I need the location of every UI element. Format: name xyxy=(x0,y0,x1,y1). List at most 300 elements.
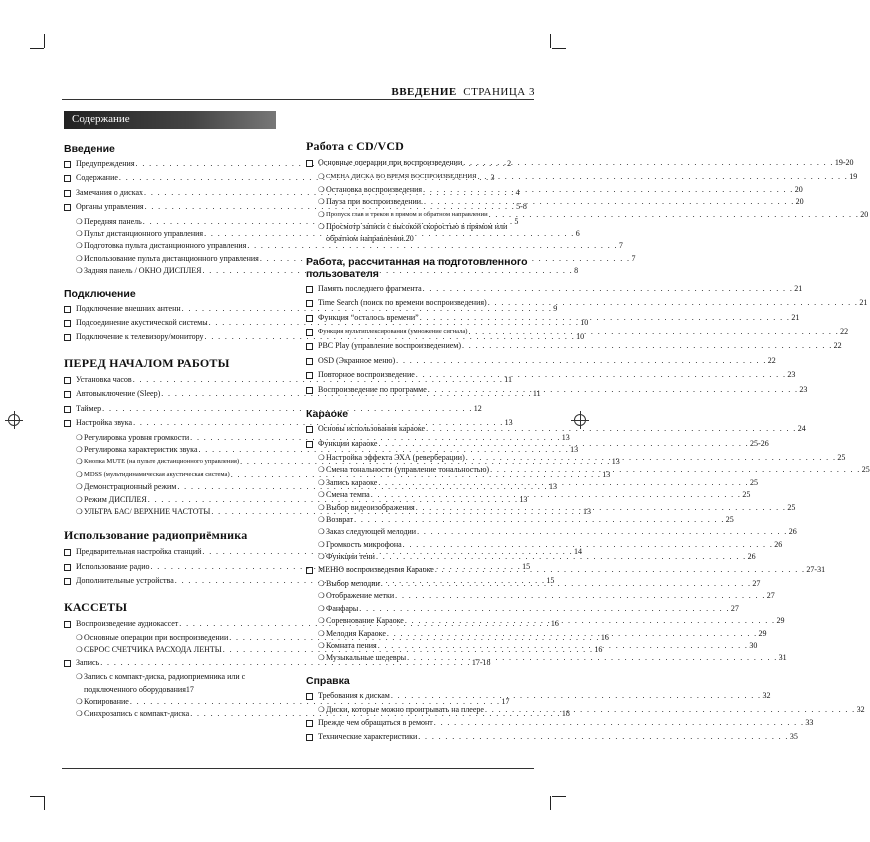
leader-dots xyxy=(488,297,859,309)
entry-text: Основные операции при воспроизведении xyxy=(84,632,229,642)
entry-text: СМЕНА ДИСКА ВО ВРЕМЯ ВОСПРОИЗВЕДЕНИЯ xyxy=(326,173,477,181)
checkbox-bullet-icon xyxy=(64,561,76,575)
checkbox-bullet-icon xyxy=(64,546,76,560)
entry-page: 16 xyxy=(594,645,603,655)
entry-page: 22 xyxy=(833,341,842,351)
circle-bullet-icon: ❍ xyxy=(76,645,83,655)
entry-page: 27 xyxy=(730,603,739,613)
header-rule xyxy=(62,99,534,100)
entry-page: 11 xyxy=(532,389,541,399)
leader-dots xyxy=(391,690,762,702)
entry-text-continued: подключенного оборудования xyxy=(84,684,186,694)
entry-page: 17 xyxy=(185,684,194,694)
checkbox-bullet-icon xyxy=(64,403,76,417)
entry-text: Замечания о дисках xyxy=(76,187,144,197)
leader-dots xyxy=(407,652,778,664)
leader-dots xyxy=(463,157,834,169)
entry-text: Воспроизведение аудиокассет xyxy=(76,618,179,628)
entry-page: 21 xyxy=(794,283,803,293)
checkbox-bullet-icon xyxy=(306,369,318,383)
toc-entry xyxy=(306,283,803,297)
circle-bullet-icon: ❍ xyxy=(318,603,325,613)
entry-page: 25-26 xyxy=(750,438,769,448)
entry-text: МЕНЮ воспроизведения Караоке xyxy=(318,564,434,574)
circle-bullet-icon: ❍ xyxy=(318,465,325,475)
header-section: ВВЕДЕНИЕ xyxy=(391,86,457,98)
checkbox-bullet-icon xyxy=(64,331,76,345)
entry-page: 12 xyxy=(473,403,482,413)
section-title: Работа с CD/VCD xyxy=(306,139,405,153)
entry-text: Использование радио xyxy=(76,561,150,571)
toc-entry xyxy=(306,157,854,171)
leader-dots xyxy=(381,578,752,590)
toc-entry xyxy=(64,240,623,252)
entry-page: 5 xyxy=(514,216,519,226)
entry-page: 31 xyxy=(778,653,787,663)
entry-page: 3 xyxy=(490,173,495,183)
entry-page: 13 xyxy=(561,432,570,442)
entry-text: Настройка эффекта ЭХА (реверберации) xyxy=(326,452,465,462)
entry-text: Прежде чем обращаться в ремонт xyxy=(318,717,433,727)
entry-text: Настройка звука xyxy=(76,418,133,428)
circle-bullet-icon: ❍ xyxy=(318,514,325,524)
entry-text: Комната пения xyxy=(326,641,377,650)
toc-entry xyxy=(306,603,739,615)
entry-text: Подсоединение акустической системы xyxy=(76,318,208,328)
entry-page: 5-8 xyxy=(516,202,527,212)
toc-entry-continued xyxy=(306,233,530,245)
entry-text: Повторное воспроизведение xyxy=(318,370,415,380)
entry-text: Фанфары xyxy=(326,603,359,613)
entry-page: 27 xyxy=(766,591,775,601)
entry-text: Функция “осталось времени” xyxy=(318,312,419,322)
entry-text: Синхрозапись с компакт-диска xyxy=(84,709,190,719)
entry-page: 13 xyxy=(519,494,528,504)
entry-text: Подготовка пульта дистанционного управления xyxy=(84,241,247,251)
entry-page: 13 xyxy=(582,506,591,516)
entry-page: 22 xyxy=(840,327,849,337)
circle-bullet-icon: ❍ xyxy=(318,591,325,601)
toc-entry xyxy=(64,444,579,456)
entry-page: 29 xyxy=(758,628,767,638)
circle-bullet-icon: ❍ xyxy=(76,432,83,442)
entry-text: Технические характеристики xyxy=(318,732,418,742)
toc-entry xyxy=(306,297,868,311)
entry-text: Функция мультиплексирования (умножение сигнала) xyxy=(318,328,468,336)
entry-page: 13 xyxy=(570,444,579,454)
entry-page: 27 xyxy=(752,578,761,588)
circle-bullet-icon: ❍ xyxy=(318,527,325,537)
entry-page: 25 xyxy=(725,514,734,524)
circle-bullet-icon: ❍ xyxy=(76,241,83,251)
entry-page: 13 xyxy=(548,482,557,492)
section-title: Подключение xyxy=(64,287,136,300)
circle-bullet-icon: ❍ xyxy=(318,641,325,650)
entry-page: 18 xyxy=(561,709,570,719)
entry-page: 7 xyxy=(618,241,623,251)
checkbox-bullet-icon xyxy=(306,717,318,731)
toc-entry xyxy=(306,355,776,369)
entry-text: PBC Play (управление воспроизведением) xyxy=(318,341,461,351)
circle-bullet-icon: ❍ xyxy=(76,266,83,276)
toc-entry xyxy=(306,489,751,501)
section-title: ПЕРЕД НАЧАЛОМ РАБОТЫ xyxy=(64,355,230,370)
crop-mark xyxy=(550,34,551,48)
entry-page: 32 xyxy=(856,705,865,715)
checkbox-bullet-icon xyxy=(306,355,318,369)
entry-text: Органы управления xyxy=(76,202,144,212)
section-title: Караоке xyxy=(306,408,349,421)
checkbox-bullet-icon xyxy=(64,201,76,215)
leader-dots xyxy=(395,590,766,602)
toc-entry xyxy=(306,717,814,731)
leader-dots xyxy=(378,438,749,450)
section-title: Введение xyxy=(64,143,115,155)
section-title: КАССЕТЫ xyxy=(64,599,128,614)
entry-page: 15 xyxy=(546,576,555,586)
circle-bullet-icon: ❍ xyxy=(318,539,325,549)
circle-bullet-icon: ❍ xyxy=(318,653,325,663)
leader-dots xyxy=(426,423,797,435)
entry-text: Соревнование Караоке xyxy=(326,616,404,626)
crop-mark xyxy=(30,48,44,49)
toc-section xyxy=(306,139,869,246)
circle-bullet-icon: ❍ xyxy=(76,216,83,226)
entry-page: 26 xyxy=(774,539,783,549)
entry-text: Пауза при воспроизведении. xyxy=(326,197,424,207)
toc-entry xyxy=(306,221,530,233)
leader-dots xyxy=(434,717,805,729)
entry-text: Просмотр записи с высокой скоростью в прямом или xyxy=(326,222,508,232)
entry-text: Регулировка характеристик звука xyxy=(84,444,198,454)
section-title: Работа, рассчитанная на подготовленного пользователя xyxy=(306,255,528,280)
entry-text: Предварительная настройка станций xyxy=(76,547,202,557)
leader-dots xyxy=(403,539,774,551)
toc-entry xyxy=(306,196,804,208)
circle-bullet-icon: ❍ xyxy=(76,253,83,263)
footer-rule xyxy=(62,768,534,769)
entry-text: Музыкальные шедевры xyxy=(326,653,407,663)
entry-page: 25 xyxy=(749,477,758,487)
entry-page: 9 xyxy=(553,303,558,313)
registration-mark xyxy=(8,414,20,426)
entry-text: Запись с компакт-диска, радиоприемника или с xyxy=(84,672,246,682)
leader-dots xyxy=(489,209,860,221)
toc-entry xyxy=(306,209,869,221)
entry-text: Использование пульта дистанционного управления xyxy=(84,253,259,263)
leader-dots xyxy=(378,640,749,652)
entry-page: 16 xyxy=(550,618,559,628)
leader-dots xyxy=(424,196,795,208)
entry-page: 20 xyxy=(860,209,869,219)
entry-page: 29 xyxy=(776,616,785,626)
entry-text: Мелодия Караоке xyxy=(326,628,386,638)
toc-entry-continued xyxy=(64,684,288,696)
toc-entry xyxy=(306,184,803,196)
crop-mark xyxy=(552,796,566,797)
entry-page: 21 xyxy=(791,312,800,322)
leader-dots xyxy=(420,312,791,324)
entry-text: Возврат xyxy=(326,514,354,524)
toc-entry xyxy=(64,696,510,708)
entry-page: 14 xyxy=(574,547,582,557)
leader-dots xyxy=(405,615,776,627)
checkbox-bullet-icon xyxy=(306,731,318,745)
entry-page: 23 xyxy=(787,370,796,380)
entry-page: 7 xyxy=(631,253,636,263)
leader-dots xyxy=(416,502,787,514)
section-title: Использование радиоприёмника xyxy=(64,528,248,543)
crop-mark xyxy=(550,796,551,810)
checkbox-bullet-icon xyxy=(64,303,76,317)
entry-text: Основные операции при воспроизведении xyxy=(318,158,463,167)
leader-dots xyxy=(469,326,840,338)
leader-dots xyxy=(423,184,794,196)
circle-bullet-icon: ❍ xyxy=(318,172,325,182)
entry-page: 6 xyxy=(575,229,580,239)
checkbox-bullet-icon xyxy=(64,172,76,186)
toc-entry xyxy=(64,671,288,683)
entry-page: 17-18 xyxy=(471,657,491,667)
entry-text: Пульт дистанционного управления xyxy=(84,229,204,239)
entry-page: 13 xyxy=(602,469,611,479)
entry-page: 26 xyxy=(788,527,797,537)
checkbox-bullet-icon xyxy=(64,575,76,589)
entry-page: 20 xyxy=(405,234,414,244)
leader-dots xyxy=(378,477,749,489)
entry-text: Смена тональности (управление тональностью) xyxy=(326,465,490,475)
checkbox-bullet-icon xyxy=(306,564,318,578)
entry-page: 13 xyxy=(504,418,513,428)
section-title: Справка xyxy=(306,674,350,687)
entry-text: Автовыключение (Sleep) xyxy=(76,389,161,399)
circle-bullet-icon: ❍ xyxy=(76,632,83,642)
circle-bullet-icon: ❍ xyxy=(76,482,83,492)
checkbox-bullet-icon xyxy=(306,340,318,354)
entry-page: 16 xyxy=(600,632,609,642)
checkbox-bullet-icon xyxy=(64,187,76,201)
checkbox-bullet-icon xyxy=(64,317,76,331)
entry-text: Подключение к телевизору/монитору xyxy=(76,332,204,342)
entry-page: 22 xyxy=(767,355,776,365)
leader-dots xyxy=(354,514,725,526)
circle-bullet-icon: ❍ xyxy=(318,209,325,219)
entry-text: Копирование xyxy=(84,697,129,706)
entry-page: 20 xyxy=(795,197,804,207)
entry-text-continued: обратном направлении. xyxy=(326,234,406,244)
entry-page: 21 xyxy=(859,298,868,308)
leader-dots xyxy=(359,603,730,615)
leader-dots xyxy=(416,369,787,381)
entry-page: 2 xyxy=(507,159,512,168)
checkbox-bullet-icon xyxy=(306,283,318,297)
entry-page: 15 xyxy=(522,561,531,571)
checkbox-bullet-icon xyxy=(306,690,318,704)
toc-entry xyxy=(306,340,842,354)
toc-entry xyxy=(306,369,796,383)
checkbox-bullet-icon xyxy=(64,657,76,671)
entry-page: 10 xyxy=(576,332,585,342)
toc-entry xyxy=(306,564,826,578)
toc-entry xyxy=(306,171,858,183)
leader-dots xyxy=(396,355,767,367)
toc-entry xyxy=(306,690,771,704)
toc-banner xyxy=(64,111,276,129)
entry-page: 20 xyxy=(794,184,803,194)
entry-text: Смена темпа xyxy=(326,490,370,500)
leader-dots xyxy=(462,340,833,352)
circle-bullet-icon: ❍ xyxy=(318,552,325,562)
crop-mark xyxy=(552,48,566,49)
circle-bullet-icon: ❍ xyxy=(76,494,83,504)
circle-bullet-icon: ❍ xyxy=(318,490,325,500)
crop-mark xyxy=(30,796,44,797)
circle-bullet-icon: ❍ xyxy=(318,616,325,626)
entry-text: Функции караоке xyxy=(318,438,378,448)
entry-text: Таймер xyxy=(76,403,102,413)
entry-text: Основы использования караоке xyxy=(318,424,426,434)
checkbox-bullet-icon xyxy=(306,312,318,326)
entry-text: УЛЬТРА БАС/ ВЕРХНИЕ ЧАСТОТЫ xyxy=(84,506,211,516)
checkbox-bullet-icon xyxy=(306,157,318,171)
circle-bullet-icon: ❍ xyxy=(76,469,83,479)
circle-bullet-icon: ❍ xyxy=(318,628,325,638)
checkbox-bullet-icon xyxy=(306,384,318,398)
entry-page: 35 xyxy=(789,732,798,742)
entry-page: 11 xyxy=(504,374,512,384)
checkbox-bullet-icon xyxy=(306,297,318,311)
toc-title: Содержание xyxy=(72,113,130,125)
entry-text: Требования к дискам xyxy=(318,690,390,700)
circle-bullet-icon: ❍ xyxy=(318,578,325,588)
circle-bullet-icon: ❍ xyxy=(76,444,83,454)
toc-entry xyxy=(64,253,636,265)
checkbox-bullet-icon xyxy=(64,417,76,431)
page-header xyxy=(391,86,535,98)
entry-text: Кнопка MUTE (на пульте дистанционного управления) xyxy=(84,458,240,466)
entry-page: 25 xyxy=(837,452,846,462)
leader-dots xyxy=(376,551,747,563)
toc-entry xyxy=(306,731,798,745)
leader-dots xyxy=(478,171,849,183)
checkbox-bullet-icon xyxy=(306,326,318,340)
header-page: СТРАНИЦА 3 xyxy=(463,86,535,98)
toc-entry xyxy=(64,265,579,277)
entry-text: Запись xyxy=(76,657,100,667)
entry-text: Остановка воспроизведения xyxy=(326,184,423,194)
checkbox-bullet-icon xyxy=(64,374,76,388)
circle-bullet-icon: ❍ xyxy=(318,184,325,194)
entry-text: Память последнего фрагмента xyxy=(318,283,422,293)
crop-mark xyxy=(44,34,45,48)
entry-text: Дополнительные устройства xyxy=(76,576,174,586)
entry-text: Передняя панель xyxy=(84,216,142,226)
entry-page: 17 xyxy=(501,697,510,706)
entry-text: Воспроизведение по программе xyxy=(318,384,427,394)
entry-page: 30 xyxy=(749,641,758,650)
entry-page: 33 xyxy=(805,717,814,727)
entry-text: Выбор видеоизображения xyxy=(326,502,415,512)
circle-bullet-icon: ❍ xyxy=(318,197,325,207)
entry-page: 8 xyxy=(574,266,579,276)
entry-text: Функции тени xyxy=(326,552,375,562)
entry-text: Подключение внешних антенн xyxy=(76,303,181,313)
checkbox-bullet-icon xyxy=(64,388,76,402)
entry-page: 13 xyxy=(611,457,620,467)
entry-text: Time Search (поиск по времени воспроизведения) xyxy=(318,298,487,308)
checkbox-bullet-icon xyxy=(306,423,318,437)
leader-dots xyxy=(418,731,789,743)
leader-dots xyxy=(435,564,806,576)
circle-bullet-icon: ❍ xyxy=(76,697,83,706)
leader-dots xyxy=(466,452,837,464)
entry-page: 19 xyxy=(849,172,858,182)
toc-entry xyxy=(306,590,775,602)
entry-text: MDSS (мультидинамическая акустическая система) xyxy=(84,470,230,478)
entry-page: 25 xyxy=(787,502,796,512)
leader-dots xyxy=(485,704,856,716)
entry-page: 24 xyxy=(797,424,806,434)
entry-text: Заказ следующей мелодии xyxy=(326,527,417,537)
toc-entry xyxy=(306,514,734,526)
leader-dots xyxy=(423,283,794,295)
circle-bullet-icon: ❍ xyxy=(318,477,325,487)
entry-page: 4 xyxy=(515,187,520,197)
entry-text: Выбор мелодии xyxy=(326,578,380,588)
entry-text: Содержание xyxy=(76,173,118,183)
entry-text: OSD (Экранное меню) xyxy=(318,355,396,365)
circle-bullet-icon: ❍ xyxy=(76,457,83,467)
entry-page: 10 xyxy=(580,318,589,328)
checkbox-bullet-icon xyxy=(64,158,76,172)
entry-page: 27-31 xyxy=(806,564,826,574)
entry-page: 25 xyxy=(861,465,870,475)
entry-text: Задняя панель / ОКНО ДИСПЛЕЯ xyxy=(84,266,202,276)
entry-page: 26 xyxy=(747,552,756,562)
entry-text: СБРОС СЧЕТЧИКА РАСХОДА ЛЕНТЫ xyxy=(84,645,222,655)
leader-dots xyxy=(371,489,742,501)
circle-bullet-icon: ❍ xyxy=(76,672,83,682)
checkbox-bullet-icon xyxy=(64,618,76,632)
entry-text: Громкость микрофона xyxy=(326,539,402,549)
entry-text: Регулировка уровня громкости xyxy=(84,432,190,442)
circle-bullet-icon: ❍ xyxy=(76,709,83,719)
crop-mark xyxy=(44,796,45,810)
circle-bullet-icon: ❍ xyxy=(318,502,325,512)
entry-text: Пропуск глав и треков в прямом и обратном направлении xyxy=(326,210,488,218)
leader-dots xyxy=(387,628,758,640)
entry-text: Предупреждения xyxy=(76,159,135,168)
circle-bullet-icon: ❍ xyxy=(318,222,325,232)
leader-dots xyxy=(428,384,799,396)
circle-bullet-icon: ❍ xyxy=(76,229,83,239)
toc-entry xyxy=(306,526,797,538)
leader-dots xyxy=(490,464,861,476)
entry-page: 25 xyxy=(742,490,751,500)
entry-text: Демонстрационный режим xyxy=(84,482,177,492)
leader-dots xyxy=(417,526,788,538)
toc-entry xyxy=(306,652,787,664)
entry-page: 19-20 xyxy=(834,158,854,167)
circle-bullet-icon: ❍ xyxy=(318,452,325,462)
circle-bullet-icon: ❍ xyxy=(318,705,325,715)
checkbox-bullet-icon xyxy=(306,438,318,452)
toc-entry xyxy=(306,539,783,551)
entry-text: Запись караоке xyxy=(326,477,378,487)
entry-text: Отображение метки xyxy=(326,591,395,601)
entry-page: 32 xyxy=(762,690,771,700)
circle-bullet-icon: ❍ xyxy=(76,506,83,516)
